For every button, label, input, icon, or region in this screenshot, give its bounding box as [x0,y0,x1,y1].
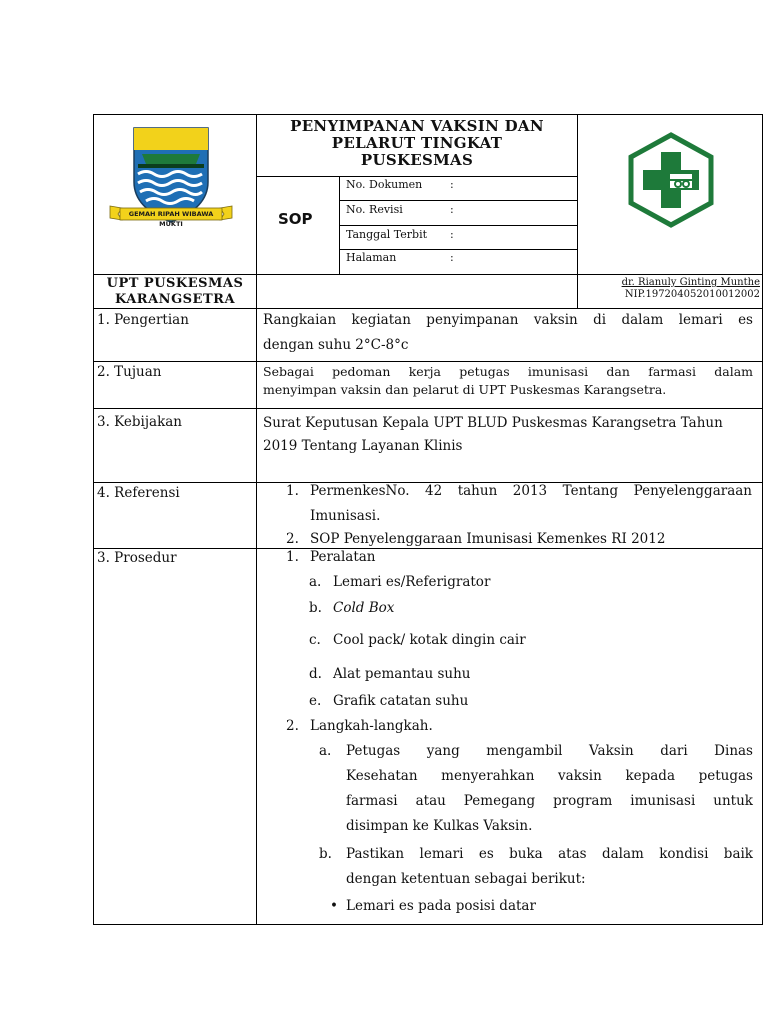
list-letter: b. [309,600,322,616]
list-letter: b. [319,846,332,862]
list-letter: d. [309,666,322,682]
heading-text: Langkah-langkah. [310,718,433,734]
referensi-item-1 [286,479,752,529]
langkah-item-a [319,739,753,839]
list-number: 1. [286,483,299,499]
item-text: Cool pack/ kotak dingin cair [333,632,526,648]
document-title [257,118,577,169]
logo-motto: GEMAH RIPAH WIBAWA MUKTI [128,210,214,228]
pengertian-text [263,308,753,358]
langkah-heading [286,714,433,739]
org-line: UPT PUSKESMAS [106,276,244,291]
item-text: Lemari es/Referigrator [333,574,491,590]
title-line: PENYIMPANAN VAKSIN DAN [290,117,544,135]
peralatan-item-c [309,628,526,653]
text-line: disimpan ke Kulkas Vaksin. [346,818,533,834]
tujuan-text [263,363,753,399]
item-text: Grafik catatan suhu [333,693,469,709]
bullet-icon: • [330,898,338,914]
meta-row-no-dokumen [346,178,454,191]
text-line: dengan ketentuan sebagai berikut: [346,871,586,887]
text-line: Imunisasi. [310,508,381,524]
list-letter: c. [309,632,321,648]
section-label-prosedur: 3. Prosedur [97,550,177,566]
text-line: 2019 Tentang Layanan Klinis [263,438,463,454]
kebijakan-text [263,412,753,458]
title-line: PUSKESMAS [360,151,474,169]
puskesmas-logo [626,132,716,228]
peralatan-heading [286,545,376,570]
signer-nip: NIP.197204052010012002 [624,289,760,300]
section-label-referensi: 4. Referensi [97,485,180,501]
heading-text: Peralatan [310,549,376,565]
list-number: 1. [286,549,299,565]
meta-row-tanggal-terbit [346,228,454,241]
text-line: Kesehatan menyerahkan vaksin kepada petugas [346,768,753,784]
signer-name: dr. Rianuly Ginting Munthe [621,277,760,288]
meta-value: : [450,251,454,264]
meta-row-halaman [346,251,454,264]
meta-label: Tanggal Terbit [346,228,428,241]
peralatan-item-d [309,662,470,687]
section-label-tujuan: 2. Tujuan [97,364,162,380]
list-letter: a. [309,574,322,590]
title-line: PELARUT TINGKAT [331,134,503,152]
city-emblem-logo [108,124,234,228]
sop-label: SOP [278,210,313,228]
text-line: dengan suhu 2°C-8°c [263,337,409,353]
langkah-item-b [319,842,753,892]
peralatan-item-e [309,689,468,714]
meta-value: : [450,203,454,216]
meta-row-no-revisi [346,203,454,216]
meta-label: No. Dokumen [346,178,423,191]
text-line: SOP Penyelenggaraan Imunisasi Kemenkes RI 2012 [310,531,666,547]
signer-block [582,277,760,301]
list-letter: a. [319,743,332,759]
text-line: Surat Keputusan Kepala UPT BLUD Puskesmas Karangsetra Tahun [263,415,723,431]
list-number: 2. [286,531,299,547]
meta-label: Halaman [346,251,397,264]
text-line: PermenkesNo. 42 tahun 2013 Tentang Penyelenggaraan [310,483,752,499]
text-line: Petugas yang mengambil Vaksin dari Dinas [346,743,753,759]
org-name [94,276,256,308]
org-line: KARANGSETRA [114,292,236,307]
peralatan-item-b [309,596,394,621]
peralatan-item-a [309,570,490,595]
section-label-pengertian: 1. Pengertian [97,312,189,328]
text-line: Pastikan lemari es buka atas dalam kondisi baik [346,846,753,862]
bullet-text: Lemari es pada posisi datar [346,898,536,914]
meta-label: No. Revisi [346,203,403,216]
text-line: Rangkaian kegiatan penyimpanan vaksin di dalam lemari es [263,312,753,328]
text-line: farmasi atau Pemegang program imunisasi untuk [346,793,753,809]
langkah-bullet [330,894,536,919]
text-line: menyimpan vaksin dan pelarut di UPT Puskesmas Karangsetra. [263,382,667,397]
text-line: Sebagai pedoman kerja petugas imunisasi dan farmasi dalam [263,364,753,379]
item-text: Cold Box [333,600,395,616]
section-label-kebijakan: 3. Kebijakan [97,414,183,430]
list-letter: e. [309,693,322,709]
meta-value: : [450,178,454,191]
item-text: Alat pemantau suhu [333,666,471,682]
meta-value: : [450,228,454,241]
list-number: 2. [286,718,299,734]
